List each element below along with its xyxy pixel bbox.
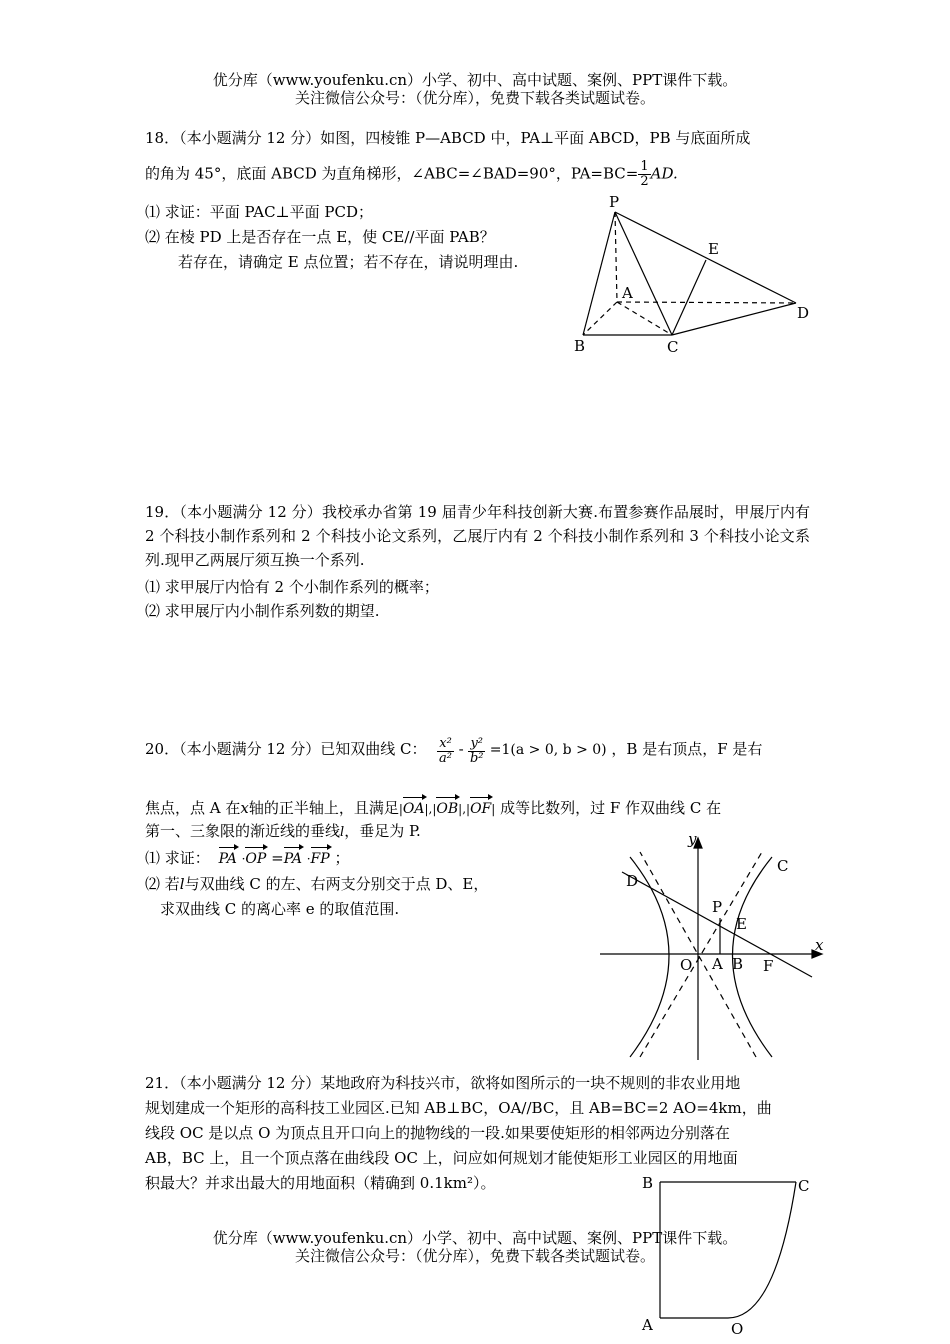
q20-part-2a-prefix: ⑵ 若 [145, 875, 180, 893]
q20-label-p: P [712, 898, 723, 916]
footer-line-1: 优分库（www.youfenku.cn）小学、初中、高中试题、案例、PPT课件下载。 [212, 1229, 738, 1247]
q18-part-2b: 若存在，请确定 E 点位置；若不存在，请说明理由. [178, 253, 519, 271]
q20-vec-fp: FP [310, 851, 330, 867]
q20-part-1-suffix: ； [334, 849, 350, 867]
q20-vec-pa-2: PA [283, 851, 302, 867]
q18-part-2: ⑵ 在棱 PD 上是否存在一点 E，使 CE//平面 PAB？ [145, 228, 495, 246]
q20-line-3-b: ，垂足为 P. [344, 822, 421, 840]
q20-vec-pa-1: PA [218, 851, 237, 867]
q20-label-c: C [777, 857, 789, 875]
q20-vec-oa: OA [402, 801, 425, 817]
q20-part-1: ⑴ 求证： PA ·OP =PA ·FP ； [145, 849, 350, 867]
q20-line-2: 焦点，点 A 在x轴的正半轴上，且满足|OA|,|OB|,|OF| 成等比数列，过 F 作双曲线 C 在 [145, 799, 722, 817]
q21-line-5: 积最大？并求出最大的用地面积（精确到 0.1km²）。 [145, 1174, 496, 1192]
q21-label-c: C [798, 1177, 810, 1195]
q18-label-d: D [797, 304, 810, 322]
q18-line-2-prefix: 的角为 45°，底面 ABCD 为直角梯形，∠ABC=∠BAD=90°，PA=BC= [145, 164, 639, 183]
q20-part-2a-suffix: 与双曲线 C 的左、右两支分别交于点 D、E， [184, 875, 489, 893]
q18-part-1: ⑴ 求证：平面 PAC⊥平面 PCD； [145, 203, 374, 221]
q20-label-e: E [736, 915, 747, 933]
q20-label-a: A [712, 955, 723, 973]
q20-line-1-prefix: 20．（本小题满分 12 分）已知双曲线 C： [145, 740, 427, 758]
q18-label-p: P [609, 193, 620, 211]
header-line-2: 关注微信公众号：（优分库），免费下载各类试题试卷。 [294, 89, 655, 107]
q20-line-3-a: 第一、三象限的渐近线的垂线 [145, 822, 341, 840]
q18-label-a: A [622, 284, 633, 302]
q18-line-2-suffix: AD. [650, 164, 678, 183]
footer-line-2: 关注微信公众号：（优分库），免费下载各类试题试卷。 [294, 1247, 655, 1265]
q21-line-2: 规划建成一个矩形的高科技工业园区.已知 AB⊥BC，OA//BC，且 AB=BC=2 AO=4km，曲 [145, 1099, 772, 1117]
q20-label-f: F [763, 957, 774, 975]
q21-label-o: O [731, 1320, 744, 1338]
q20-eq-x-den: a² [439, 751, 452, 766]
q21-line-3: 线段 OC 是以点 O 为顶点且开口向上的抛物线的一段.如果要使矩形的相邻两边分别落在 [145, 1124, 730, 1142]
q18-label-e: E [708, 240, 719, 258]
q20-line-2-b: 轴的正半轴上，且满足 [248, 799, 399, 817]
q18-label-b: B [574, 337, 586, 355]
q20-part-1-prefix: ⑴ 求证： [145, 849, 210, 867]
header-line-1: 优分库（www.youfenku.cn）小学、初中、高中试题、案例、PPT课件下载。 [212, 71, 738, 89]
q20-part-2a-l: l [179, 875, 185, 893]
q20-eq-minus: - [458, 740, 464, 758]
q21-line-4: AB，BC 上，且一个顶点落在曲线段 OC 上，问应如何规划才能使矩形工业园区的用地面 [145, 1149, 738, 1167]
q18-line-1: 18．（本小题满分 12 分）如图，四棱锥 P—ABCD 中，PA⊥平面 ABCD，PB 与底面所成 [145, 129, 751, 147]
q20-eq-rhs: =1(a > 0, b > 0) [489, 742, 607, 758]
q20-eq-y-num: y² [470, 736, 483, 751]
q20-label-b: B [732, 955, 744, 973]
q20-label-x: x [815, 936, 824, 954]
q20-label-y: y [688, 830, 697, 848]
q20-vec-ob: OB [436, 801, 459, 817]
q20-line-2-c: 成等比数列，过 F 作双曲线 C 在 [500, 799, 722, 817]
q19-part-2: ⑵ 求甲展厅内小制作系列数的期望. [145, 602, 380, 620]
q20-eq-x-num: x² [439, 736, 452, 751]
q20-line-3-l: l [340, 825, 345, 840]
q21-line-1: 21．（本小题满分 12 分）某地政府为科技兴市，欲将如图所示的一块不规则的非农业用地 [145, 1074, 741, 1092]
q20-label-o: O [680, 956, 693, 974]
q19-text: 19．（本小题满分 12 分）我校承办省第 19 届青少年科技创新大赛.布置参赛作品展时，甲展厅内有 2 个科技小制作系列和 2 个科技小论文系列，乙展厅内有 2 个科技小制作系列和 3 个科技小论文系列.现甲乙两展厅须互换一个系列. [145, 503, 810, 569]
q18-frac-den: 2 [640, 174, 649, 189]
q20-line-2-a: 焦点，点 A 在 [145, 799, 241, 817]
q21-label-b: B [642, 1174, 654, 1192]
q21-label-a: A [642, 1316, 653, 1334]
q19-part-1: ⑴ 求甲展厅内恰有 2 个小制作系列的概率； [145, 578, 439, 596]
q20-line-2-x: x [240, 799, 249, 817]
q20-part-2b: 求双曲线 C 的离心率 e 的取值范围. [160, 900, 400, 918]
q18-label-c: C [667, 338, 679, 356]
q18-frac-num: 1 [640, 159, 649, 174]
q20-vec-op: OP [245, 851, 267, 867]
q20-vec-of: OF [470, 801, 492, 817]
q20-eq-y-den: b² [469, 751, 484, 766]
q20-line-1-suffix: ，B 是右顶点，F 是右 [611, 740, 763, 758]
q20-label-d: D [626, 872, 639, 890]
